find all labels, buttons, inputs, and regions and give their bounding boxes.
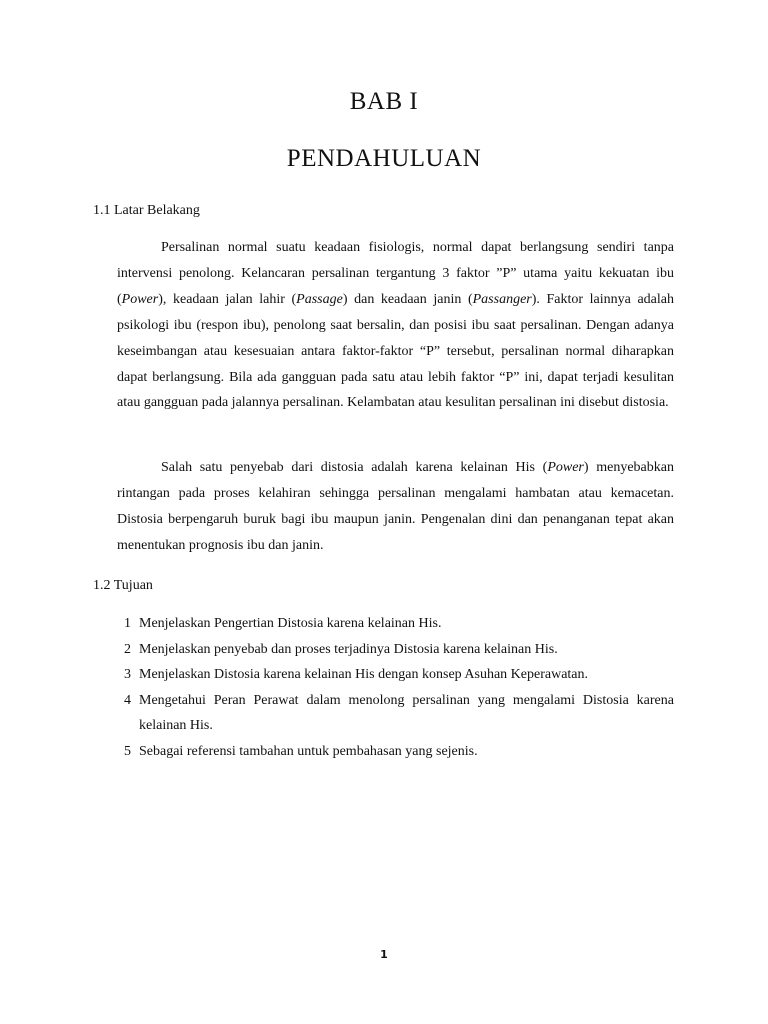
paragraph-latar-belakang-2: [117, 455, 674, 559]
list-item-number: 3: [124, 667, 131, 682]
chapter-subtitle: PENDAHULUAN: [286, 145, 482, 172]
paragraph-text: ) menyebabkan rintangan pada proses kelahiran sehingga persalinan mengalami hambatan atau kemacetan. Distosia berpengaruh buruk bagi ibu maupun janin. Pengenalan dini dan penanganan tepat akan menentukan prognosis ibu dan janin.: [117, 460, 674, 553]
list-item-number: 4: [124, 692, 131, 708]
paragraph-latar-belakang-1: [117, 235, 674, 416]
section-heading-tujuan: 1.2 Tujuan: [93, 578, 153, 593]
list-item: [124, 688, 674, 739]
emphasis-passanger: Passanger: [472, 291, 532, 307]
chapter-title: BAB I: [349, 88, 419, 115]
list-item-text: Mengetahui Peran Perawat dalam menolong persalinan yang mengalami Distosia karena kelainan His.: [139, 692, 674, 733]
page-number: 1: [380, 948, 388, 961]
paragraph-text: Salah satu penyebab dari distosia adalah karena kelainan His (: [161, 460, 548, 475]
list-item: [124, 637, 674, 663]
paragraph-text: Persalinan normal suatu keadaan fisiologis, normal dapat berlangsung sendiri tanpa intervensi penolong. Kelancaran persalinan tergantung 3 faktor ”P” utama yaitu kekuatan ibu (: [117, 240, 674, 307]
emphasis-passage: Passage: [296, 291, 343, 307]
section-heading-latar-belakang: 1.1 Latar Belakang: [93, 203, 200, 218]
list-item: [124, 662, 674, 688]
paragraph-text: ). Faktor lainnya adalah psikologi ibu (respon ibu), penolong saat bersalin, dan posisi ibu saat persalinan. Dengan adanya keseimbangan atau kesesuaian antara faktor-faktor “P” tersebut, persalinan normal diharapkan dapat berlangsung. Bila ada gangguan pada satu atau lebih faktor “P” ini, dapat terjadi kesulitan atau gangguan pada jalannya persalinan. Kelambatan atau kesulitan persalinan ini disebut distosia.: [117, 291, 674, 411]
paragraph-text: ), keadaan jalan lahir (: [158, 291, 297, 307]
list-item-text: Menjelaskan Distosia karena kelainan His dengan konsep Asuhan Keperawatan.: [139, 667, 589, 682]
list-item-number: 5: [124, 743, 131, 759]
goals-list: [124, 611, 674, 764]
list-item-number: 1: [124, 616, 131, 631]
list-item: [124, 739, 674, 765]
list-item: [124, 611, 674, 637]
emphasis-power: Power: [121, 291, 159, 307]
emphasis-power: Power: [547, 460, 584, 475]
list-item-number: 2: [124, 641, 131, 657]
list-item-text: Sebagai referensi tambahan untuk pembahasan yang sejenis.: [139, 743, 478, 759]
paragraph-text: ) dan keadaan janin (: [342, 291, 473, 307]
list-item-text: Menjelaskan Pengertian Distosia karena kelainan His.: [139, 616, 442, 631]
list-item-text: Menjelaskan penyebab dan proses terjadinya Distosia karena kelainan His.: [139, 641, 558, 657]
